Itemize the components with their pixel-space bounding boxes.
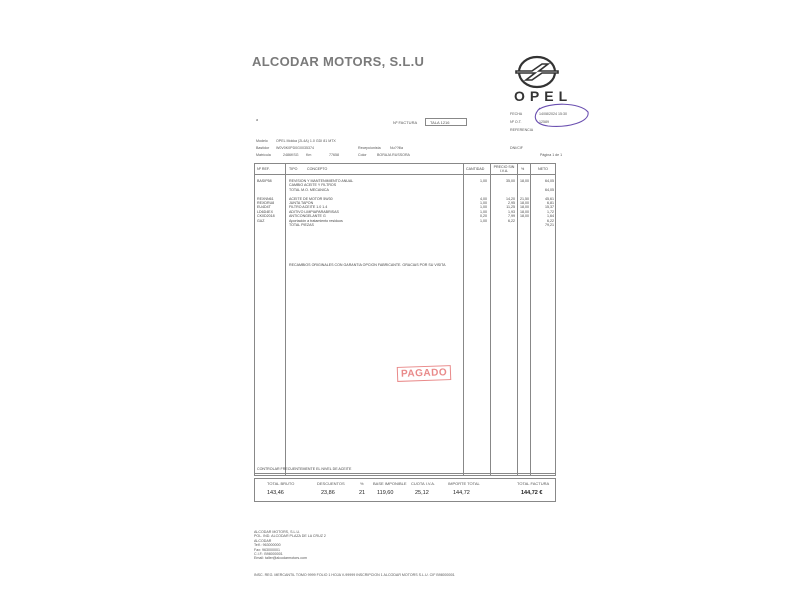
footer-divider [255,473,555,474]
ot-value: 12589 [539,120,549,124]
table-row-precio: 11,25 [506,205,515,210]
cuota-value: 25,12 [415,490,429,496]
bruto-label: TOTAL BRUTO [267,481,295,486]
bastidor-value: W0V0K0PD0G0035374 [276,146,314,150]
base-label: BASE IMPONIBLE [373,481,407,486]
table-row-pct: 18,00 [520,205,529,210]
factura-value: 144,72 € [521,490,543,496]
factura-label: TOTAL FACTURA [517,481,550,486]
table-row-cantidad: 1,00 [480,205,487,210]
table-row-cantidad: 0,20 [480,214,487,219]
table-row-concepto: Aportación a tratamiento residuos [289,218,343,223]
company-footer-line: Telf.: 963000000 [254,543,281,548]
table-row-concepto: TOTAL M.O. MECANICA [289,187,329,192]
table-row-concepto: ADITIVO LIMPIAPARABRISAS [289,209,339,214]
color-label: Color [358,153,367,157]
table-row-concepto: JUNTA TAPON [289,200,314,205]
table-row-pct: 21,50 [520,196,529,201]
table-row-neto: 15,37 [545,205,554,210]
matricula-label: Matrícula [256,153,271,157]
table-row-neto: 45,61 [545,196,554,201]
page-number: Página 1 de 1 [540,153,563,157]
table-row-ref: LD6D4EX [257,209,273,214]
table-row-concepto: TOTAL PIEZAS [289,222,314,227]
column-divider [490,164,491,475]
base-value: 119,60 [377,490,394,496]
company-footer-line: ALCODAR [254,538,272,543]
descuentos-label: DESCUENTOS [317,481,345,486]
fecha-label: FECHA [510,112,523,116]
company-footer-line: ALCODAR MOTORS, S.L.U. [254,530,301,534]
table-row-cantidad: 1,00 [480,179,487,183]
table-row-precio: 6,22 [508,218,515,223]
table-row-cantidad: 1,00 [480,209,487,214]
header-divider [255,174,555,175]
model-label: Modelo [256,139,268,143]
invoice-table [254,163,556,476]
invoice-number: TALA 1216 [430,120,450,125]
table-row-concepto: ANTICONGELANTE G [289,214,326,219]
table-row-neto: 6,81 [547,200,554,205]
table-row-cantidad [465,223,487,227]
table-note: RECAMBIOS ORIGINALES CON GARANTIA OPCION FABRICANTE. GRACIAS POR SU VISITA [289,263,446,267]
table-row-ref [257,223,275,227]
company-footer-line: POL. IND. ALCODAR PLAZA DE LA CRUZ 2 [254,534,326,539]
km-value: 77658 [329,153,339,157]
table-row-concepto: ACEITE DE MOTOR 5W30 [289,196,333,201]
header-neto: NETO [538,167,548,171]
ot-label: Nº O.T. [510,120,522,124]
totals-bar [254,478,556,502]
header-precio: PRECIO SIN I.V.A. [493,165,515,173]
company-footer-line: Fax: 963000001 [254,547,280,552]
importe-label: IMPORTE TOTAL [448,481,480,486]
table-row-ref: REXDRU8 [257,200,275,205]
header-pct: % [521,167,525,171]
ref-column [257,179,275,227]
dni-label: DNI/CIF [510,146,523,150]
invoice-number-box [425,118,467,126]
header-ref: Nº REF. [257,167,270,171]
company-footer-line: Email: taller@alcodarmotors.com [254,556,307,561]
column-divider [285,164,286,475]
table-row-precio [492,223,515,227]
invoice-marker: a [256,118,258,122]
referencia-label: REFERENCIA [510,128,534,132]
precio-column [492,179,515,227]
table-row-precio: 7,99 [508,214,515,219]
paid-stamp: PAGADO [397,365,452,382]
column-divider [463,164,464,475]
opel-logo-icon [512,52,562,92]
importe-value: 144,72 [453,490,470,496]
header-tipo: TIPO [289,167,298,171]
header-concepto: CONCEPTO [307,167,328,171]
table-row-ref: GAZ [257,218,265,223]
bruto-value: 143,46 [267,490,284,496]
fecha-value: 14/08/2024 15:30 [539,112,567,116]
reception-value: Nu??illa [390,146,403,150]
pct-column [518,179,529,227]
table-row-neto: 64,05 [545,179,554,183]
table-row-ref: REXNN61 [257,196,274,201]
descuentos-value: 23,86 [321,490,335,496]
table-row-concepto: CAMBIO ACEITE Y FILTROS [289,183,337,188]
table-row-neto: 64,05 [545,187,554,192]
matricula-value: 2486KSG [283,153,299,157]
reception-label: Recepcionista [358,146,381,150]
table-row-concepto: REVISION Y MANTENIMIENTO ANUAL [289,179,354,183]
table-row-neto: 1,72 [547,209,554,214]
column-divider [530,164,531,475]
table-row-precio: 1,93 [508,209,515,214]
concepto-column [289,179,353,227]
table-row-ref: CK0D2018 [257,214,275,219]
table-row-cantidad: 1,00 [480,200,487,205]
table-row-ref: EU4D4T [257,205,271,210]
table-row-precio: 2,95 [508,200,515,205]
company-name: ALCODAR MOTORS, S.L.U [252,54,425,69]
table-row-concepto: FILTRO ACEITE 1.0 1.4 [289,205,328,210]
legal-line: INSC. REG. MERCANTIL TOMO 9999 FOLIO 1 HOJA V-99999 INSCRIPCION 1 ALCODAR MOTORS S.L.U. CIF B98000001 [254,573,455,577]
neto-column [532,179,554,227]
iva-pct-value: 21 [359,490,366,496]
table-row-precio: 35,00 [506,179,515,183]
table-row-pct: 18,00 [520,179,529,183]
table-row-cantidad: 1,00 [480,218,487,223]
table-row-neto: 79,21 [545,222,554,227]
cuota-label: CUOTA I.V.A. [411,481,436,486]
color-value: BORAJA RUSSORA [377,153,410,157]
table-row-pct: 18,00 [520,214,529,219]
table-row-pct: 18,00 [520,200,529,205]
brand-name: OPEL [514,88,573,104]
table-row-ref: BASIP58 [257,179,272,183]
table-row-precio: 14,20 [506,196,515,201]
handwritten-circle-icon [528,100,592,130]
cantidad-column [465,179,487,227]
iva-pct-label: % [360,481,364,486]
company-footer-line: C.I.F.: B98000001 [254,552,283,557]
table-row-cantidad: 4,00 [480,196,487,201]
table-row-neto: 1,64 [547,214,554,219]
model-value: OPEL Mokka (2L4A) 1.0 GDI 81 MTX [276,139,336,143]
company-footer [254,530,326,561]
table-row-pct [518,223,529,227]
footer-note: CONTROLAR FRECUENTEMENTE EL NIVEL DE ACEITE [257,467,352,471]
table-row-neto: 6,22 [547,218,554,223]
bastidor-label: Bastidor [256,146,270,150]
invoice-number-label: Nº FACTURA [393,120,418,125]
header-cantidad: CANTIDAD [466,167,485,171]
table-row-pct: 18,00 [520,209,529,214]
km-label: Km [306,153,312,157]
